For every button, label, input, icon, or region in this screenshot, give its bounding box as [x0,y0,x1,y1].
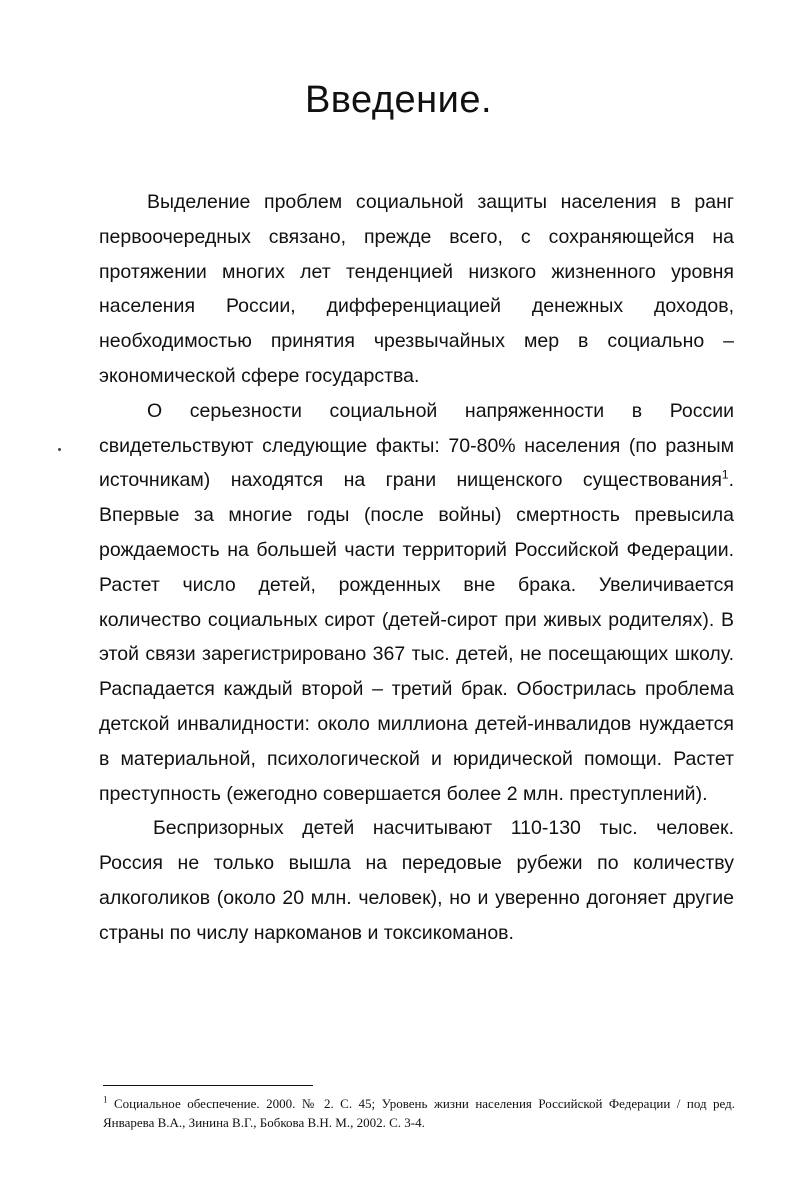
paragraph-2-text-after-note: . Впервые за многие годы (после войны) смертность превысила рождаемость на большей части территорий Российской Федерации. Растет число детей, рожденных вне брака. Увеличивается количество социальных сирот (детей-сирот при живых родителях). В этой связи зарегистрировано 367 тыс. детей, не посещающих школу. Распадается каждый второй – третий брак. Обострилась проблема детской инвалидности: около миллиона детей-инвалидов нуждается в материальной, психологической и юридической помощи. Растет преступность (ежегодно совершается более 2 млн. преступлений). [99,469,734,805]
footnote [103,1094,735,1132]
scan-mark [58,448,61,451]
paragraph-2-text-before-note: О серьезности социальной напряженности в России свидетельствуют следующие факты: 70-80% населения (по разным источникам) находятся на грани нищенского существования [99,399,734,492]
paragraph-2 [99,394,734,812]
footnote-reference[interactable]: 1 [721,467,729,482]
paragraph-1: Выделение проблем социальной защиты населения в ранг первоочередных связано, прежде всего, с сохраняющейся на протяжении многих лет тенденцией низкого жизненного уровня населения России, дифференциацией денежных доходов, необходимостью принятия чрезвычайных мер в социально – экономической сфере государства. [99,191,734,387]
footnote-text: Социальное обеспечение. 2000. № 2. С. 45; Уровень жизни населения Российской Федерации / под ред. Январева В.А., Зинина В.Г., Бобкова В.Н. М., 2002. С. 3-4. [103,1096,735,1130]
footnote-divider [103,1085,313,1086]
paragraph-3: Беспризорных детей насчитывают 110-130 тыс. человек. Россия не только вышла на передовые рубежи по количеству алкоголиков (около 20 млн. человек), но и уверенно догоняет другие страны по числу наркоманов и токсикоманов. [99,817,734,944]
body-text [99,185,734,951]
page-title: Введение. [304,79,493,121]
footnote-marker: 1 [103,1094,108,1105]
